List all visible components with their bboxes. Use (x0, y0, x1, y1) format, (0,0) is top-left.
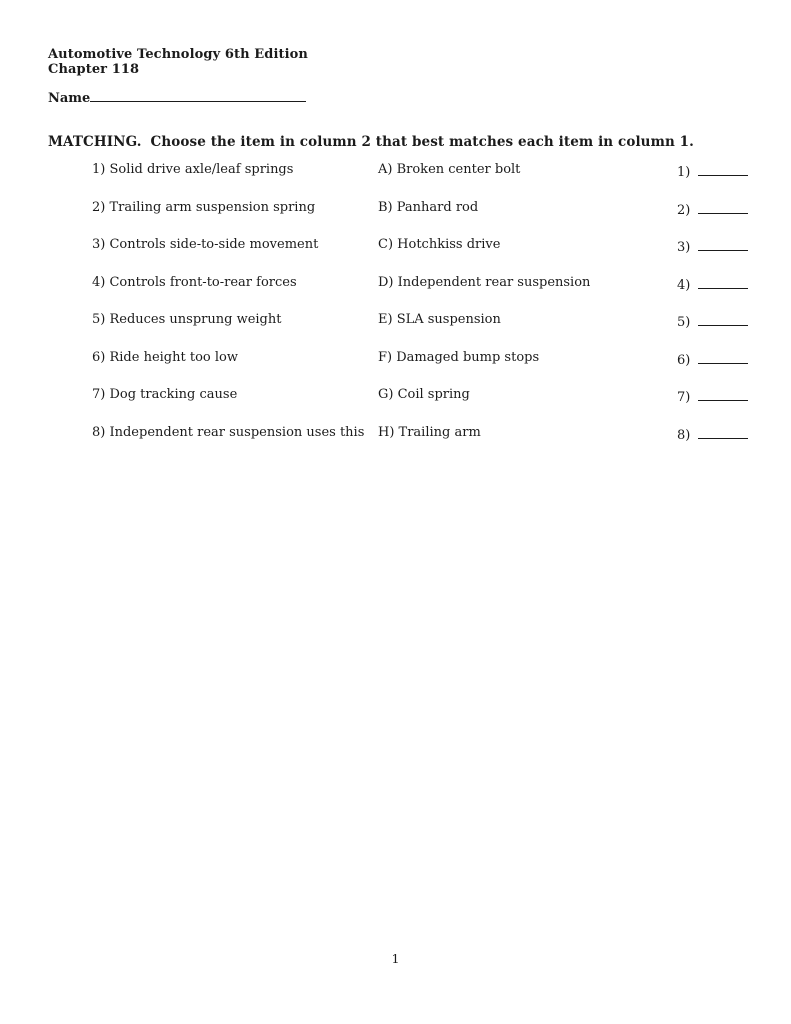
matching-instructions (48, 134, 694, 150)
column2-item: H) Trailing arm (378, 424, 481, 440)
column2-item: C) Hotchkiss drive (378, 237, 501, 252)
answer-number: 8) (677, 427, 691, 443)
matching-row (0, 162, 791, 200)
answer-number: 7) (677, 390, 691, 405)
answer-blank-line (698, 162, 748, 176)
answer-slot (677, 312, 748, 330)
answer-blank-line (698, 350, 748, 364)
answer-blank-line (698, 200, 748, 214)
column1-item: 2) Trailing arm suspension spring (92, 199, 316, 215)
answer-slot (677, 425, 748, 443)
page-number: 1 (391, 951, 400, 966)
matching-row (0, 350, 791, 388)
column2-item: A) Broken center bolt (378, 162, 521, 177)
column1-item: 6) Ride height too low (92, 349, 238, 365)
answer-slot (677, 200, 748, 218)
matching-rows (0, 162, 791, 462)
column1-item: 5) Reduces unsprung weight (92, 312, 282, 327)
header-title: Automotive Technology 6th Edition (48, 47, 308, 62)
column1-item: 8) Independent rear suspension uses this (92, 424, 365, 440)
column1-item: 7) Dog tracking cause (92, 387, 238, 402)
answer-slot (677, 162, 748, 180)
matching-row (0, 275, 791, 313)
answer-slot (677, 237, 748, 255)
answer-slot (677, 350, 748, 368)
answer-blank-line (698, 312, 748, 326)
name-blank-line (90, 89, 306, 102)
answer-number: 5) (677, 315, 691, 330)
matching-row (0, 200, 791, 238)
column1-item: 3) Controls side-to-side movement (92, 237, 319, 252)
answer-slot (677, 387, 748, 405)
answer-blank-line (698, 387, 748, 401)
answer-number: 3) (677, 240, 691, 255)
matching-row (0, 425, 791, 463)
answer-slot (677, 275, 748, 293)
answer-blank-line (698, 237, 748, 251)
instructions-text: Choose the item in column 2 that best matches each item in column 1. (150, 134, 694, 150)
document-header (48, 47, 308, 77)
answer-blank-line (698, 275, 748, 289)
instructions-label: MATCHING. (48, 134, 142, 150)
matching-row (0, 237, 791, 275)
matching-row (0, 387, 791, 425)
column2-item: G) Coil spring (378, 387, 470, 402)
column1-item: 1) Solid drive axle/leaf springs (92, 162, 294, 177)
column2-item: E) SLA suspension (378, 312, 501, 327)
answer-number: 4) (677, 277, 691, 293)
matching-row (0, 312, 791, 350)
name-label: Name (48, 91, 91, 106)
header-chapter: Chapter 118 (48, 62, 140, 77)
answer-number: 6) (677, 352, 691, 368)
column1-item: 4) Controls front-to-rear forces (92, 274, 297, 290)
page-footer (0, 951, 791, 966)
column2-item: F) Damaged bump stops (378, 349, 540, 365)
column2-item: B) Panhard rod (378, 199, 479, 215)
answer-number: 2) (677, 202, 691, 218)
name-row (48, 89, 306, 106)
column2-item: D) Independent rear suspension (378, 274, 591, 290)
answer-number: 1) (677, 165, 691, 180)
answer-blank-line (698, 425, 748, 439)
